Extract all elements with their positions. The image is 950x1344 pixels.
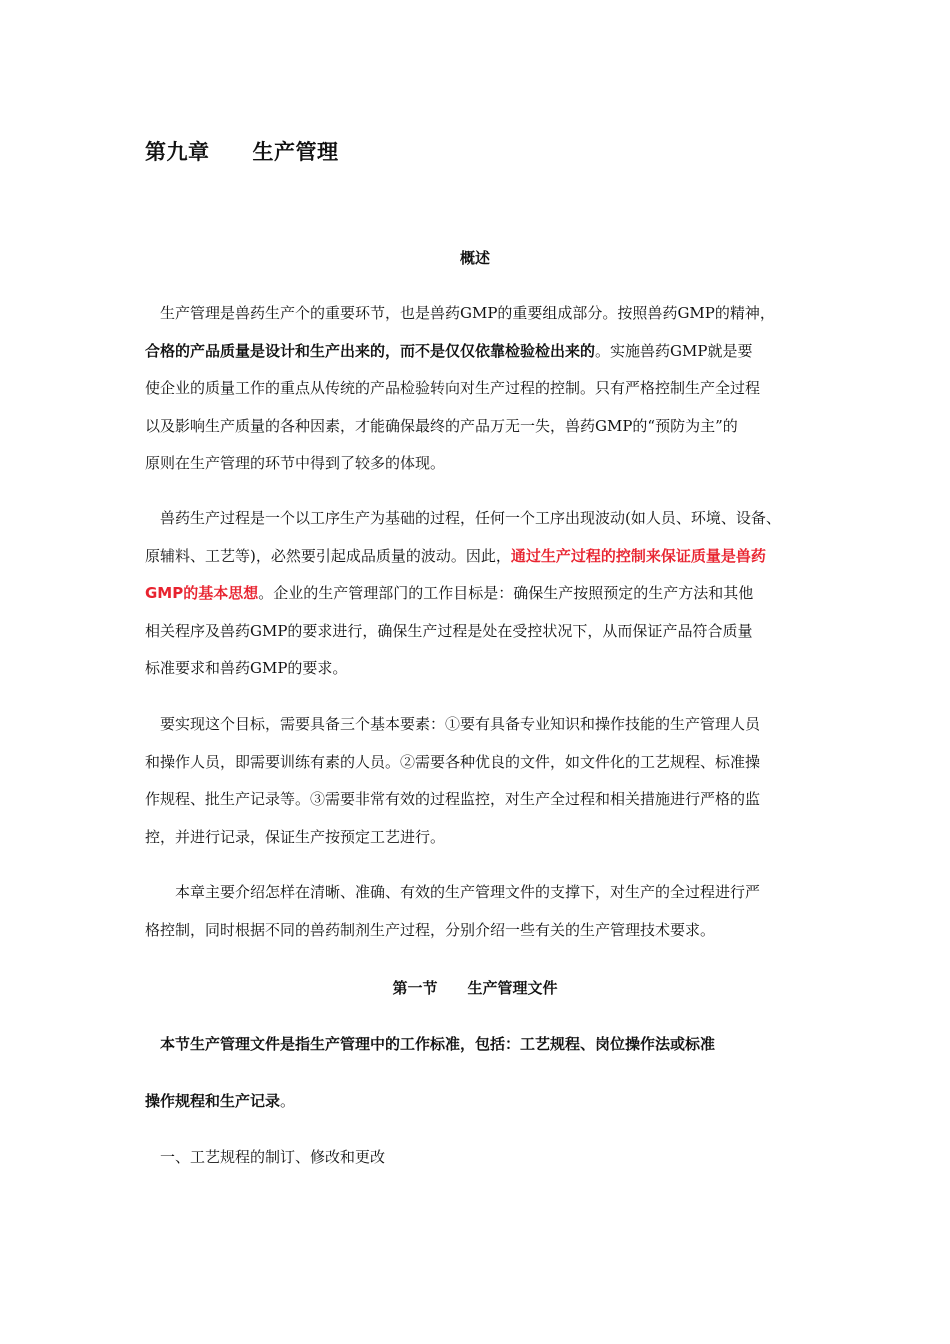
paragraph-line: 控，并进行记录，保证生产按预定工艺进行。 <box>145 827 446 846</box>
paragraph-chapter-scope <box>145 874 813 949</box>
paragraph-line: 兽药生产过程是一个以工序生产为基础的过程，任何一个工序出现波动(如人员、环境、设备、 <box>145 509 781 527</box>
section-heading: 第一节 生产管理文件 <box>392 979 558 997</box>
paragraph-line: 作规程、批生产记录等。③需要非常有效的过程监控，对生产全过程和相关措施进行严格的监 <box>145 790 761 808</box>
paragraph-text: 原辅料、工艺等)，必然要引起成品质量的波动。因此， <box>145 546 511 565</box>
paragraph-line: 原则在生产管理的环节中得到了较多的体现。 <box>145 454 446 472</box>
paragraph-text: 。实施兽药GMP就是要 <box>595 341 753 360</box>
section-intro-period: 。 <box>280 1092 296 1110</box>
paragraph-text: 。企业的生产管理部门的工作目标是：确保生产按照预定的生产方法和其他 <box>258 584 754 602</box>
red-emphasis: 通过生产过程的控制来保证质量是兽药 <box>510 546 766 565</box>
paragraph-line: 相关程序及兽药GMP的要求进行，确保生产过程是处在受控状况下，从而保证产品符合质量 <box>145 621 753 640</box>
paragraph-process <box>145 500 813 688</box>
paragraph-line: 使企业的质量工作的重点从传统的产品检验转向对生产过程的控制。只有严格控制生产全过程 <box>145 379 761 397</box>
paragraph-line: 本章主要介绍怎样在清晰、准确、有效的生产管理文件的支撑下，对生产的全过程进行严 <box>145 883 761 901</box>
bold-emphasis: 合格的产品质量是设计和生产出来的，而不是仅仅依靠检验检出来的 <box>145 341 596 360</box>
section-intro-line: 本节生产管理文件是指生产管理中的工作标准，包括：工艺规程、岗位操作法或标准 <box>145 1035 716 1053</box>
paragraph-line: 要实现这个目标，需要具备三个基本要素：①要有具备专业知识和操作技能的生产管理人员 <box>145 715 761 733</box>
paragraph-line <box>145 333 813 371</box>
paragraph-line <box>145 575 813 613</box>
red-emphasis: GMP的基本思想 <box>145 584 259 602</box>
overview-heading: 概述 <box>459 249 490 267</box>
paragraph-line: 以及影响生产质量的各种因素，才能确保最终的产品万无一失，兽药GMP的“预防为主”的 <box>145 416 738 435</box>
section-intro-text: 操作规程和生产记录 <box>145 1092 281 1110</box>
chapter-title: 第九章 生产管理 <box>145 140 339 164</box>
paragraph-line: 格控制，同时根据不同的兽药制剂生产过程，分别介绍一些有关的生产管理技术要求。 <box>145 920 716 939</box>
paragraph-line <box>145 538 813 576</box>
paragraph-line: 和操作人员，即需要训练有素的人员。②需要各种优良的文件，如文件化的工艺规程、标准操 <box>145 752 761 771</box>
paragraph-intro <box>145 295 813 483</box>
list-item-heading: 一、工艺规程的制订、修改和更改 <box>145 1148 386 1166</box>
paragraph-line: 标准要求和兽药GMP的要求。 <box>145 659 348 677</box>
paragraph-elements <box>145 706 813 856</box>
section-intro-line <box>145 1090 295 1111</box>
paragraph-line: 生产管理是兽药生产个的重要环节，也是兽药GMP的重要组成部分。按照兽药GMP的精神， <box>145 304 775 322</box>
